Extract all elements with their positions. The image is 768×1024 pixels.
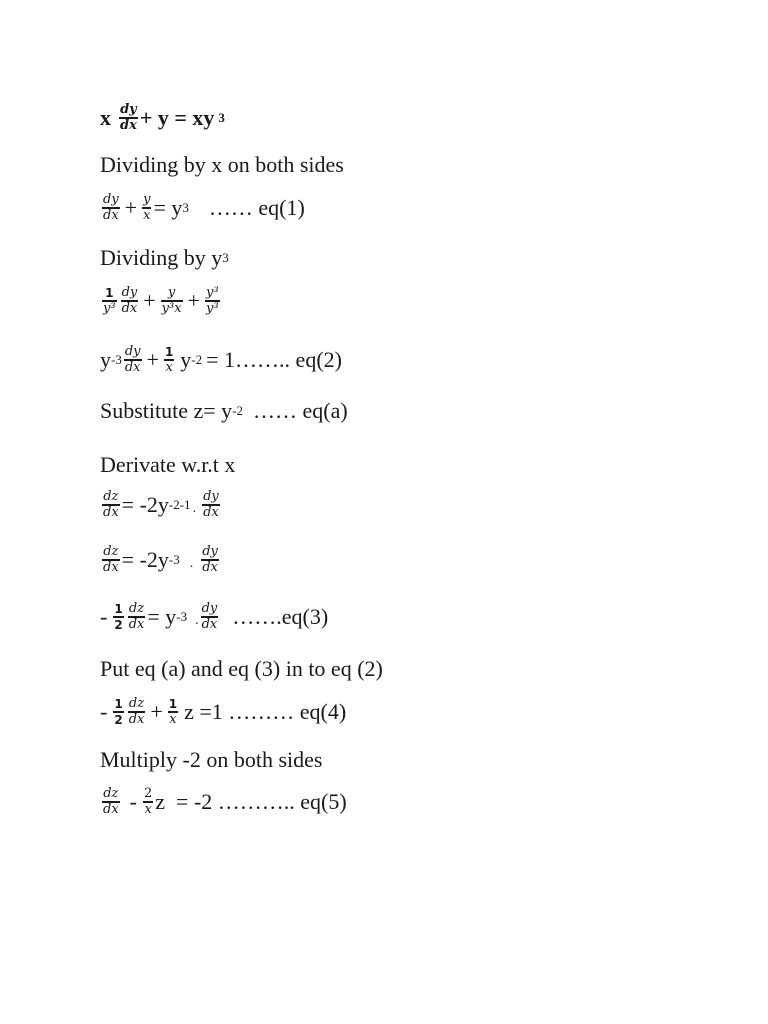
step-text: Dividing by x on both sides [100,152,344,177]
fraction: $\frac{1}{x}$ [164,345,174,375]
fraction: $\frac{dy}{dx}$ [124,344,141,375]
equation-label: …….eq(3) [232,604,329,629]
fraction-dy-dx: $\frac{dy}{dx}$ [120,102,137,133]
step-text: Derivate w.r.t x [100,452,236,477]
fraction-two-over-x: $\frac{2}{x}$ [143,786,153,817]
substitution-text: Substitute z= y -2 …… eq(a) [100,398,348,423]
equation-divided: $\frac{1}{\text{y³}}$ $\frac{dy}{dx}$ + $\frac{y}{\text{y³x}}$ + $\frac{\text{y³}}{\text{y³}}$ [103,285,219,316]
fraction-half: $\frac{1}{2}$ [114,602,123,632]
equation-4: - $\frac{1}{2}$ $\frac{dz}{dx}$ + $\frac{1}{x}$ z =1 ……… eq(4) [100,696,347,727]
equation-label: …… eq(a) [253,398,348,423]
fraction-dz-dx: $\frac{dz}{dx}$ [103,786,119,817]
fraction-dz-dx: $\frac{dz}{dx}$ [128,696,145,727]
fraction-dy-dx: $\frac{dy}{dx}$ [202,544,218,575]
equation-label: z = -2 ……….. eq(5) [155,789,347,814]
step-text: Dividing by y 3 [100,245,229,270]
fraction-half: $\frac{1}{2}$ [114,697,123,727]
equation-5: $\frac{dz}{dx}$ - $\frac{2}{x}$ z = -2 ……….. eq(5) [103,786,347,817]
eq-rest: + y = xy [139,105,215,130]
fraction: $\frac{dy}{dx}$ [121,285,138,316]
fraction-dz-dx: $\frac{dz}{dx}$ [103,489,119,520]
fraction: $\frac{y}{\text{y³x}}$ [161,285,182,316]
eq-term: x [100,105,111,130]
derivative-2: $\frac{dz}{dx}$ = -2y -3 . $\frac{dy}{dx}$ [103,544,218,575]
derivative-1: $\frac{dz}{dx}$ = -2y -2-1 . $\frac{dy}{dx}$ [103,489,219,520]
equation-label: = 1…….. eq(2) [206,347,342,372]
fraction-dy-dx: $\frac{dy}{dx}$ [201,601,218,632]
fraction-one-over-x: $\frac{1}{x}$ [168,697,178,727]
fraction-dy-dx: $\frac{dy}{dx}$ [203,489,219,520]
equation-label: …… eq(1) [208,195,305,220]
equation-3: - $\frac{1}{2}$ $\frac{dz}{dx}$ = y -3 . $\frac{dy}{dx}$ …….eq(3) [100,601,329,632]
original-equation: x $\frac{dy}{dx}$ + y = xy 3 [100,102,225,133]
step-text: Put eq (a) and eq (3) in to eq (2) [100,656,383,681]
step-text: Multiply -2 on both sides [100,747,323,772]
fraction: $\frac{\text{y³}}{\text{y³}}$ [205,285,219,316]
fraction-dz-dx: $\frac{dz}{dx}$ [103,544,119,575]
fraction: $\frac{1}{\text{y³}}$ [103,286,116,316]
equation-1: $\frac{dy}{dx}$ + $\frac{y}{x}$ = y 3 …… eq(1) [103,192,305,223]
equation-2: y -3 $\frac{dy}{dx}$ + $\frac{1}{x}$ y -2 = 1…….. eq(2) [100,344,342,375]
equation-label: z =1 ……… eq(4) [184,699,347,724]
fraction-dy-dx: $\frac{dy}{dx}$ [103,192,119,223]
fraction-dz-dx: $\frac{dz}{dx}$ [128,601,145,632]
fraction-y-x: $\frac{y}{x}$ [143,192,151,223]
